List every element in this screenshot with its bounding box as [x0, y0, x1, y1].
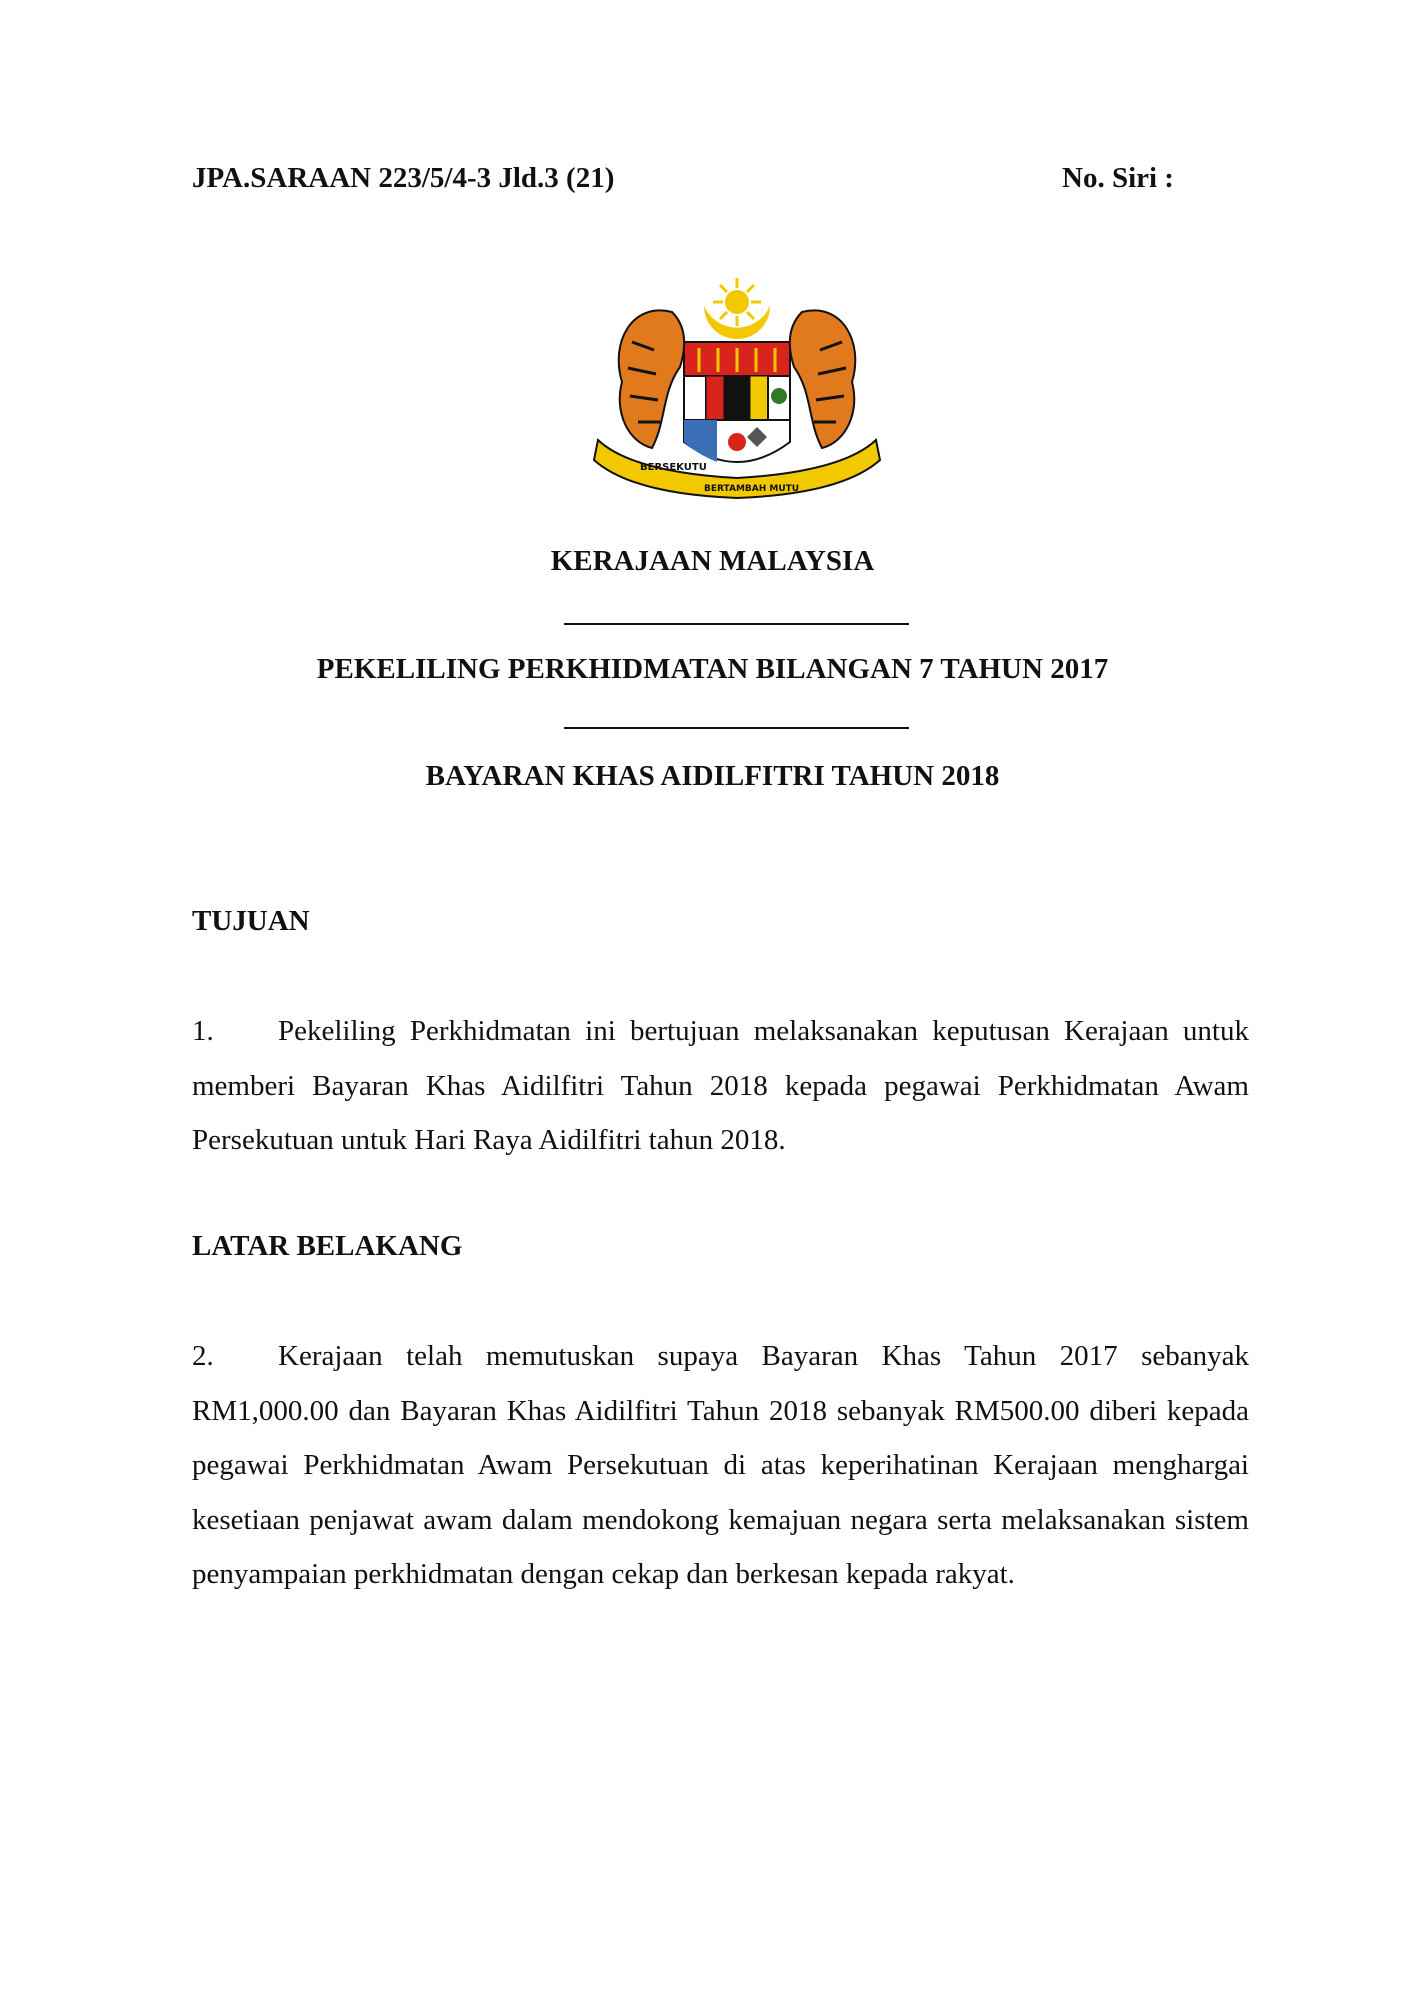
section-heading-latar-belakang: LATAR BELAKANG — [192, 1230, 463, 1262]
subject-title: BAYARAN KHAS AIDILFITRI TAHUN 2018 — [425, 760, 1000, 792]
motto-left: BERSEKUTU — [640, 462, 707, 473]
paragraph-1 — [192, 1004, 1249, 1168]
reference-number: JPA.SARAAN 223/5/4-3 Jld.3 (21) — [192, 162, 615, 194]
motto-bottom: BERTAMBAH MUTU — [704, 484, 800, 494]
paragraph-text: Kerajaan telah memutuskan supaya Bayaran Khas Tahun 2017 sebanyak RM1,000.00 dan Bayaran Khas Aidilfitri Tahun 2018 sebanyak RM500.00 diberi kepada pegawai Perkhidmatan Awam Persekutuan di atas keperihatinan Kerajaan menghargai kesetiaan penjawat awam dalam mendokong kemajuan negara serta melaksanakan sistem penyampaian perkhidmatan dengan cekap dan berkesan kepada rakyat. — [192, 1340, 1249, 1590]
section-heading-tujuan: TUJUAN — [192, 905, 310, 937]
serial-number-label: No. Siri : — [1062, 162, 1174, 194]
circular-title: PEKELILING PERKHIDMATAN BILANGAN 7 TAHUN 2017 — [316, 653, 1109, 685]
government-title: KERAJAAN MALAYSIA — [550, 545, 875, 577]
paragraph-number: 2. — [192, 1340, 214, 1372]
divider-top — [564, 623, 909, 625]
paragraph-text: Pekeliling Perkhidmatan ini bertujuan melaksanakan keputusan Kerajaan untuk memberi Bayaran Khas Aidilfitri Tahun 2018 kepada pegawai Perkhidmatan Awam Persekutuan untuk Hari Raya Aidilfitri tahun 2018. — [192, 1015, 1249, 1156]
divider-bottom — [564, 727, 909, 729]
malaysia-coat-of-arms-icon — [592, 272, 882, 500]
paragraph-2 — [192, 1329, 1249, 1602]
paragraph-number: 1. — [192, 1015, 214, 1047]
